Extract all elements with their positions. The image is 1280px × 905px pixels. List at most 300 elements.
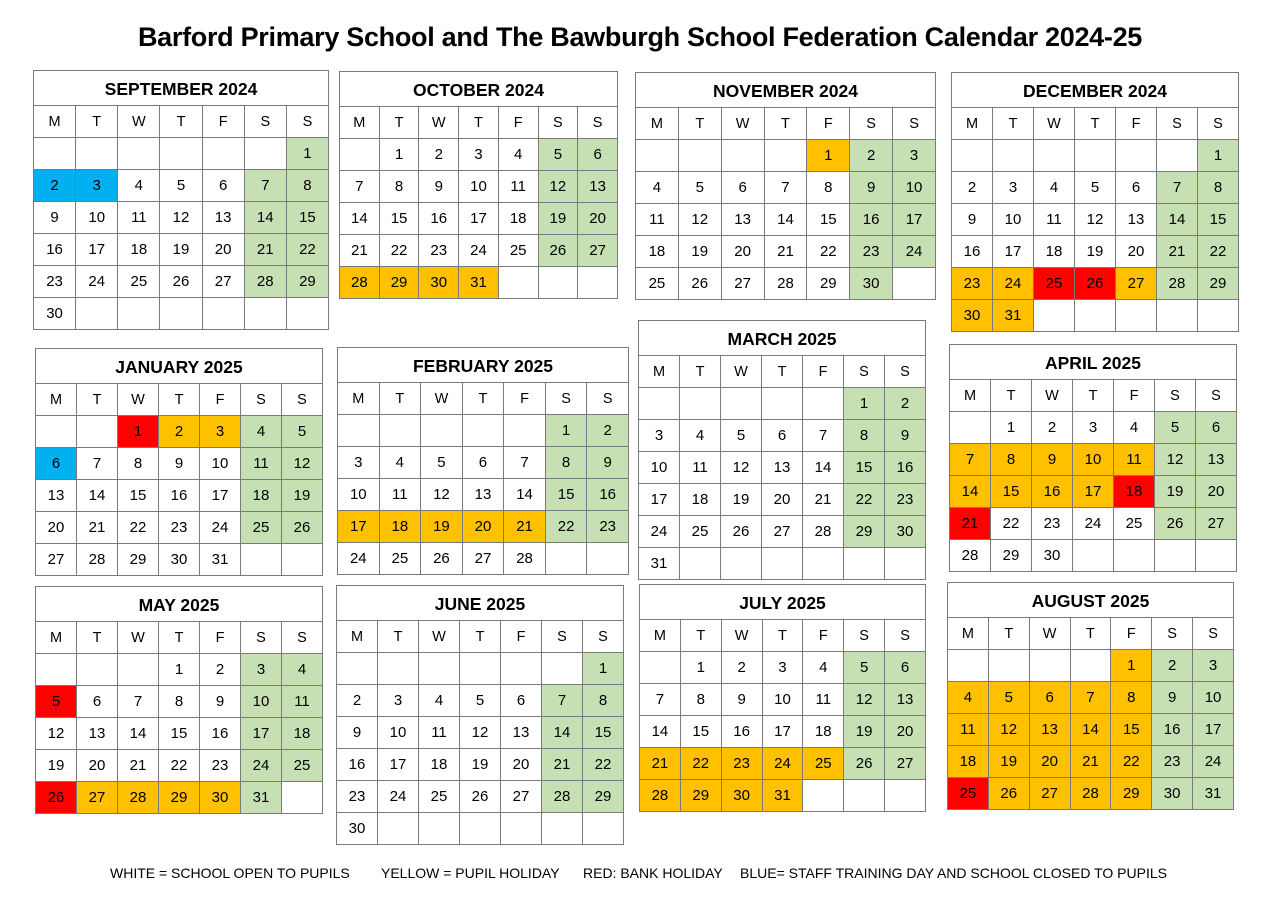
day-cell: 12	[1075, 204, 1116, 236]
day-cell: 15	[991, 476, 1032, 508]
weekday-header: F	[498, 107, 538, 139]
month-august-2025	[947, 582, 1234, 810]
weekday-header: M	[952, 108, 993, 140]
empty-cell	[893, 268, 936, 300]
day-cell: 26	[844, 748, 885, 780]
empty-cell	[587, 543, 629, 575]
day-cell: 13	[578, 171, 618, 203]
day-cell: 1	[680, 652, 721, 684]
day-cell: 24	[993, 268, 1034, 300]
empty-cell	[501, 653, 542, 685]
day-cell: 22	[159, 750, 200, 782]
day-cell: 24	[639, 516, 680, 548]
day-cell: 29	[1111, 778, 1152, 810]
weekday-header: T	[988, 618, 1029, 650]
day-cell: 11	[498, 171, 538, 203]
day-cell: 12	[538, 171, 578, 203]
empty-cell	[202, 138, 244, 170]
day-cell: 22	[118, 512, 159, 544]
day-cell: 13	[762, 452, 803, 484]
day-cell: 16	[850, 204, 893, 236]
weekday-header: T	[76, 106, 118, 138]
day-cell: 17	[639, 484, 680, 516]
day-cell: 15	[1111, 714, 1152, 746]
month-name: MARCH 2025	[639, 321, 926, 356]
day-cell: 9	[721, 684, 762, 716]
empty-cell	[378, 653, 419, 685]
day-cell: 16	[587, 479, 629, 511]
day-cell: 29	[379, 267, 419, 299]
weekday-header: W	[721, 356, 762, 388]
day-cell: 14	[244, 202, 286, 234]
day-cell: 23	[850, 236, 893, 268]
weekday-header: M	[338, 383, 380, 415]
day-cell: 22	[545, 511, 587, 543]
month-september-2024	[33, 70, 329, 330]
empty-cell	[340, 139, 380, 171]
empty-cell	[1075, 140, 1116, 172]
weekday-header: T	[459, 107, 499, 139]
day-cell: 23	[34, 266, 76, 298]
empty-cell	[803, 548, 844, 580]
weekday-header: F	[501, 621, 542, 653]
day-cell: 5	[538, 139, 578, 171]
day-cell: 12	[421, 479, 463, 511]
day-cell: 19	[460, 749, 501, 781]
day-cell: 23	[200, 750, 241, 782]
day-cell: 9	[159, 448, 200, 480]
day-cell: 19	[844, 716, 885, 748]
day-cell: 28	[640, 780, 681, 812]
day-cell: 19	[1075, 236, 1116, 268]
day-cell: 31	[993, 300, 1034, 332]
day-cell: 16	[337, 749, 378, 781]
day-cell: 14	[1070, 714, 1111, 746]
weekday-header: T	[379, 107, 419, 139]
day-cell: 5	[1075, 172, 1116, 204]
empty-cell	[460, 653, 501, 685]
month-june-2025	[336, 585, 624, 845]
day-cell: 1	[1111, 650, 1152, 682]
day-cell: 15	[807, 204, 850, 236]
day-cell: 3	[762, 652, 803, 684]
empty-cell	[462, 415, 504, 447]
day-cell: 6	[1116, 172, 1157, 204]
day-cell: 29	[286, 266, 328, 298]
weekday-header: S	[282, 622, 323, 654]
calendar-table	[337, 347, 629, 575]
day-cell: 28	[340, 267, 380, 299]
day-cell: 19	[721, 484, 762, 516]
page-title: Barford Primary School and The Bawburgh School Federation Calendar 2024-25	[137, 22, 1143, 52]
day-cell: 5	[988, 682, 1029, 714]
day-cell: 8	[807, 172, 850, 204]
day-cell: 17	[993, 236, 1034, 268]
day-cell: 8	[1111, 682, 1152, 714]
empty-cell	[1116, 140, 1157, 172]
day-cell: 28	[1070, 778, 1111, 810]
empty-cell	[118, 138, 160, 170]
day-cell: 20	[36, 512, 77, 544]
day-cell: 25	[803, 748, 844, 780]
day-cell: 15	[118, 480, 159, 512]
empty-cell	[378, 813, 419, 845]
day-cell: 12	[282, 448, 323, 480]
day-cell: 23	[1152, 746, 1193, 778]
day-cell: 17	[241, 718, 282, 750]
day-cell: 13	[202, 202, 244, 234]
day-cell: 17	[378, 749, 419, 781]
day-cell: 19	[1155, 476, 1196, 508]
day-cell: 21	[950, 508, 991, 540]
empty-cell	[762, 388, 803, 420]
empty-cell	[1116, 300, 1157, 332]
day-cell: 28	[118, 782, 159, 814]
empty-cell	[1198, 300, 1239, 332]
weekday-header: F	[803, 620, 844, 652]
day-cell: 10	[241, 686, 282, 718]
weekday-header: S	[241, 622, 282, 654]
day-cell: 1	[583, 653, 624, 685]
day-cell: 2	[159, 416, 200, 448]
weekday-header: S	[1152, 618, 1193, 650]
day-cell: 15	[1198, 204, 1239, 236]
day-cell: 23	[1032, 508, 1073, 540]
day-cell: 19	[282, 480, 323, 512]
weekday-header: T	[680, 356, 721, 388]
day-cell: 28	[542, 781, 583, 813]
day-cell: 8	[1198, 172, 1239, 204]
day-cell: 3	[893, 140, 936, 172]
day-cell: 22	[1198, 236, 1239, 268]
day-cell: 23	[952, 268, 993, 300]
day-cell: 25	[948, 778, 989, 810]
day-cell: 3	[200, 416, 241, 448]
day-cell: 16	[1032, 476, 1073, 508]
month-name: OCTOBER 2024	[340, 72, 618, 107]
weekday-header: M	[340, 107, 380, 139]
day-cell: 20	[721, 236, 764, 268]
day-cell: 10	[639, 452, 680, 484]
month-name: JUNE 2025	[337, 586, 624, 621]
day-cell: 30	[850, 268, 893, 300]
day-cell: 25	[680, 516, 721, 548]
weekday-header: F	[1111, 618, 1152, 650]
day-cell: 31	[1193, 778, 1234, 810]
day-cell: 30	[952, 300, 993, 332]
day-cell: 24	[76, 266, 118, 298]
day-cell: 15	[583, 717, 624, 749]
empty-cell	[421, 415, 463, 447]
day-cell: 10	[76, 202, 118, 234]
day-cell: 22	[844, 484, 885, 516]
day-cell: 29	[680, 780, 721, 812]
empty-cell	[1155, 540, 1196, 572]
day-cell: 6	[578, 139, 618, 171]
day-cell: 1	[379, 139, 419, 171]
empty-cell	[337, 653, 378, 685]
day-cell: 14	[950, 476, 991, 508]
day-cell: 17	[200, 480, 241, 512]
empty-cell	[1029, 650, 1070, 682]
weekday-header: T	[680, 620, 721, 652]
day-cell: 1	[286, 138, 328, 170]
day-cell: 27	[1196, 508, 1237, 540]
weekday-header: F	[200, 622, 241, 654]
weekday-header: S	[583, 621, 624, 653]
day-cell: 20	[578, 203, 618, 235]
day-cell: 2	[200, 654, 241, 686]
day-cell: 18	[379, 511, 421, 543]
day-cell: 27	[202, 266, 244, 298]
empty-cell	[1034, 300, 1075, 332]
day-cell: 20	[885, 716, 926, 748]
day-cell: 27	[1116, 268, 1157, 300]
day-cell: 9	[200, 686, 241, 718]
day-cell: 6	[762, 420, 803, 452]
day-cell: 27	[885, 748, 926, 780]
weekday-header: M	[34, 106, 76, 138]
day-cell: 2	[1152, 650, 1193, 682]
day-cell: 18	[498, 203, 538, 235]
day-cell: 8	[545, 447, 587, 479]
calendar-table	[639, 584, 926, 812]
day-cell: 3	[338, 447, 380, 479]
empty-cell	[202, 298, 244, 330]
day-cell: 26	[678, 268, 721, 300]
day-cell: 28	[77, 544, 118, 576]
weekday-header: T	[764, 108, 807, 140]
day-cell: 13	[1116, 204, 1157, 236]
day-cell: 31	[639, 548, 680, 580]
day-cell: 2	[587, 415, 629, 447]
day-cell: 6	[501, 685, 542, 717]
weekday-header: S	[282, 384, 323, 416]
empty-cell	[282, 544, 323, 576]
day-cell: 8	[286, 170, 328, 202]
weekday-header: M	[636, 108, 679, 140]
day-cell: 16	[952, 236, 993, 268]
day-cell: 14	[1157, 204, 1198, 236]
day-cell: 20	[1029, 746, 1070, 778]
day-cell: 24	[338, 543, 380, 575]
empty-cell	[988, 650, 1029, 682]
weekday-header: T	[1070, 618, 1111, 650]
day-cell: 9	[1032, 444, 1073, 476]
weekday-header: S	[885, 356, 926, 388]
day-cell: 20	[462, 511, 504, 543]
day-cell: 28	[803, 516, 844, 548]
month-february-2025	[337, 347, 629, 575]
day-cell: 7	[542, 685, 583, 717]
day-cell: 7	[340, 171, 380, 203]
day-cell: 17	[1193, 714, 1234, 746]
day-cell: 18	[680, 484, 721, 516]
day-cell: 24	[1193, 746, 1234, 778]
day-cell: 26	[988, 778, 1029, 810]
calendar-table	[339, 71, 618, 299]
weekday-header: S	[244, 106, 286, 138]
calendar-table	[35, 586, 323, 814]
month-name: MAY 2025	[36, 587, 323, 622]
day-cell: 7	[640, 684, 681, 716]
day-cell: 5	[36, 686, 77, 718]
day-cell: 19	[160, 234, 202, 266]
empty-cell	[1034, 140, 1075, 172]
day-cell: 30	[721, 780, 762, 812]
day-cell: 26	[460, 781, 501, 813]
empty-cell	[504, 415, 546, 447]
day-cell: 29	[991, 540, 1032, 572]
day-cell: 30	[337, 813, 378, 845]
day-cell: 17	[893, 204, 936, 236]
day-cell: 20	[1116, 236, 1157, 268]
day-cell: 3	[378, 685, 419, 717]
day-cell: 13	[885, 684, 926, 716]
day-cell: 11	[1114, 444, 1155, 476]
day-cell: 1	[159, 654, 200, 686]
weekday-header: S	[844, 620, 885, 652]
day-cell: 31	[241, 782, 282, 814]
day-cell: 30	[159, 544, 200, 576]
day-cell: 1	[545, 415, 587, 447]
month-name: JULY 2025	[640, 585, 926, 620]
empty-cell	[1196, 540, 1237, 572]
weekday-header: S	[542, 621, 583, 653]
day-cell: 29	[159, 782, 200, 814]
day-cell: 11	[636, 204, 679, 236]
day-cell: 25	[118, 266, 160, 298]
day-cell: 14	[542, 717, 583, 749]
day-cell: 7	[77, 448, 118, 480]
month-december-2024	[951, 72, 1239, 332]
empty-cell	[36, 654, 77, 686]
weekday-header: S	[578, 107, 618, 139]
empty-cell	[678, 140, 721, 172]
weekday-header: S	[538, 107, 578, 139]
empty-cell	[77, 416, 118, 448]
day-cell: 22	[583, 749, 624, 781]
weekday-header: M	[36, 384, 77, 416]
day-cell: 4	[948, 682, 989, 714]
day-cell: 23	[159, 512, 200, 544]
day-cell: 18	[118, 234, 160, 266]
day-cell: 20	[202, 234, 244, 266]
weekday-header: T	[460, 621, 501, 653]
weekday-header: F	[202, 106, 244, 138]
empty-cell	[762, 548, 803, 580]
empty-cell	[952, 140, 993, 172]
day-cell: 1	[991, 412, 1032, 444]
day-cell: 22	[379, 235, 419, 267]
day-cell: 3	[1193, 650, 1234, 682]
day-cell: 4	[1034, 172, 1075, 204]
calendar-table	[635, 72, 936, 300]
day-cell: 23	[419, 235, 459, 267]
day-cell: 27	[578, 235, 618, 267]
day-cell: 8	[379, 171, 419, 203]
day-cell: 21	[504, 511, 546, 543]
day-cell: 11	[803, 684, 844, 716]
day-cell: 6	[1029, 682, 1070, 714]
empty-cell	[118, 298, 160, 330]
day-cell: 9	[34, 202, 76, 234]
day-cell: 26	[721, 516, 762, 548]
empty-cell	[583, 813, 624, 845]
day-cell: 19	[678, 236, 721, 268]
day-cell: 27	[762, 516, 803, 548]
weekday-header: T	[159, 384, 200, 416]
weekday-header: S	[893, 108, 936, 140]
day-cell: 6	[77, 686, 118, 718]
day-cell: 21	[764, 236, 807, 268]
weekday-header: T	[1073, 380, 1114, 412]
day-cell: 17	[1073, 476, 1114, 508]
day-cell: 2	[721, 652, 762, 684]
day-cell: 29	[807, 268, 850, 300]
weekday-header: W	[721, 108, 764, 140]
empty-cell	[286, 298, 328, 330]
month-january-2025	[35, 348, 323, 576]
day-cell: 26	[421, 543, 463, 575]
empty-cell	[885, 780, 926, 812]
day-cell: 8	[680, 684, 721, 716]
calendar-table	[336, 585, 624, 845]
day-cell: 24	[378, 781, 419, 813]
empty-cell	[803, 780, 844, 812]
weekday-header: T	[993, 108, 1034, 140]
weekday-header: F	[1114, 380, 1155, 412]
day-cell: 9	[952, 204, 993, 236]
weekday-header: M	[948, 618, 989, 650]
month-name: JANUARY 2025	[36, 349, 323, 384]
day-cell: 10	[893, 172, 936, 204]
day-cell: 5	[460, 685, 501, 717]
day-cell: 7	[118, 686, 159, 718]
day-cell: 4	[498, 139, 538, 171]
day-cell: 21	[340, 235, 380, 267]
day-cell: 5	[844, 652, 885, 684]
day-cell: 18	[948, 746, 989, 778]
day-cell: 14	[803, 452, 844, 484]
day-cell: 1	[807, 140, 850, 172]
day-cell: 2	[1032, 412, 1073, 444]
empty-cell	[803, 388, 844, 420]
weekday-header: W	[118, 384, 159, 416]
month-name: APRIL 2025	[950, 345, 1237, 380]
day-cell: 10	[200, 448, 241, 480]
empty-cell	[118, 654, 159, 686]
day-cell: 11	[419, 717, 460, 749]
day-cell: 17	[459, 203, 499, 235]
day-cell: 3	[993, 172, 1034, 204]
day-cell: 20	[77, 750, 118, 782]
weekday-header: M	[950, 380, 991, 412]
weekday-header: T	[991, 380, 1032, 412]
day-cell: 28	[764, 268, 807, 300]
day-cell: 4	[636, 172, 679, 204]
day-cell: 3	[639, 420, 680, 452]
empty-cell	[640, 652, 681, 684]
empty-cell	[241, 544, 282, 576]
day-cell: 28	[1157, 268, 1198, 300]
empty-cell	[764, 140, 807, 172]
day-cell: 25	[379, 543, 421, 575]
day-cell: 15	[545, 479, 587, 511]
day-cell: 2	[885, 388, 926, 420]
empty-cell	[636, 140, 679, 172]
day-cell: 21	[244, 234, 286, 266]
